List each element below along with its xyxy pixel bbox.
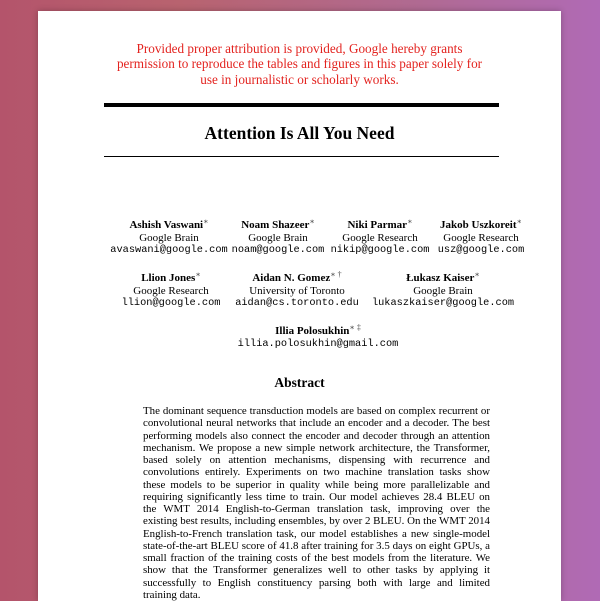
author-email: lukaszkaiser@google.com: [371, 297, 515, 309]
author-affiliation: Google Brain: [248, 231, 308, 244]
author-email: usz@google.com: [437, 244, 525, 256]
author-mark: ∗: [203, 217, 209, 226]
author-name: Noam Shazeer: [241, 219, 310, 231]
author-mark: ∗: [516, 217, 522, 226]
author-name: Łukasz Kaiser: [406, 272, 475, 284]
author-email: nikip@google.com: [330, 244, 430, 256]
author-block: [218, 322, 418, 350]
author-name: Jakob Uszkoreit: [440, 219, 517, 231]
author-mark: ∗: [309, 217, 315, 226]
author-mark: ∗: [474, 270, 480, 279]
author-name: Niki Parmar: [347, 219, 408, 231]
author-mark: ∗ ‡: [349, 323, 361, 332]
abstract-body: The dominant sequence transduction models are based on complex recurrent or convolutional neural networks that include an encoder and a decoder. The best performing models also connect the encoder and decoder through an attention mechanism. We propose a new simple network architecture, the Transformer, based solely on attention mechanisms, dispensing with recurrence and convolutions entirely. Experiments on two machine translation tasks show these models to be superior in quality while being more parallelizable and requiring significantly less time to train. Our model achieves 28.4 BLEU on the WMT 2014 English-to-German translation task, improving over the existing best results, including ensembles, by over 2 BLEU. On the WMT 2014 English-to-French translation task, our model establishes a new single-model state-of-the-art BLEU score of 41.8 after training for 3.5 days on eight GPUs, a small fraction of the training costs of the best models from the literature. We show that the Transformer generalizes well to other tasks by applying it successfully to English constituency parsing both with large and limited training data.: [143, 405, 490, 601]
author-name: Llion Jones: [141, 272, 196, 284]
author-mark: ∗: [195, 270, 201, 279]
author-affiliation: Google Brain: [139, 231, 199, 244]
title-top-rule: [104, 103, 499, 107]
author-mark: ∗: [407, 217, 413, 226]
author-affiliation: Google Research: [133, 284, 209, 297]
paper-title: Attention Is All You Need: [204, 123, 395, 143]
abstract-heading: Abstract: [274, 375, 325, 390]
author-name: Ashish Vaswani: [129, 219, 204, 231]
author-name: Aidan N. Gomez: [252, 272, 331, 284]
author-affiliation: Google Research: [443, 231, 519, 244]
title-bottom-rule: [104, 156, 499, 157]
author-email: aidan@cs.toronto.edu: [235, 297, 359, 309]
author-block: [363, 269, 523, 310]
author-email: illia.polosukhin@gmail.com: [237, 337, 399, 350]
permission-notice: Provided proper attribution is provided, Google hereby grants permission to reproduce the tables and figures in this paper solely for use in journalistic or scholarly works.: [116, 41, 483, 87]
author-name: Illia Polosukhin: [275, 325, 350, 337]
author-email: avaswani@google.com: [110, 244, 228, 256]
author-mark: ∗ †: [330, 270, 342, 279]
paper-page: [38, 11, 561, 601]
author-affiliation: Google Research: [342, 231, 418, 244]
author-email: llion@google.com: [121, 297, 221, 309]
author-block: [217, 269, 377, 310]
author-block: [401, 216, 561, 257]
author-email: noam@google.com: [231, 244, 325, 256]
author-affiliation: University of Toronto: [249, 284, 345, 297]
author-affiliation: Google Brain: [413, 284, 473, 297]
